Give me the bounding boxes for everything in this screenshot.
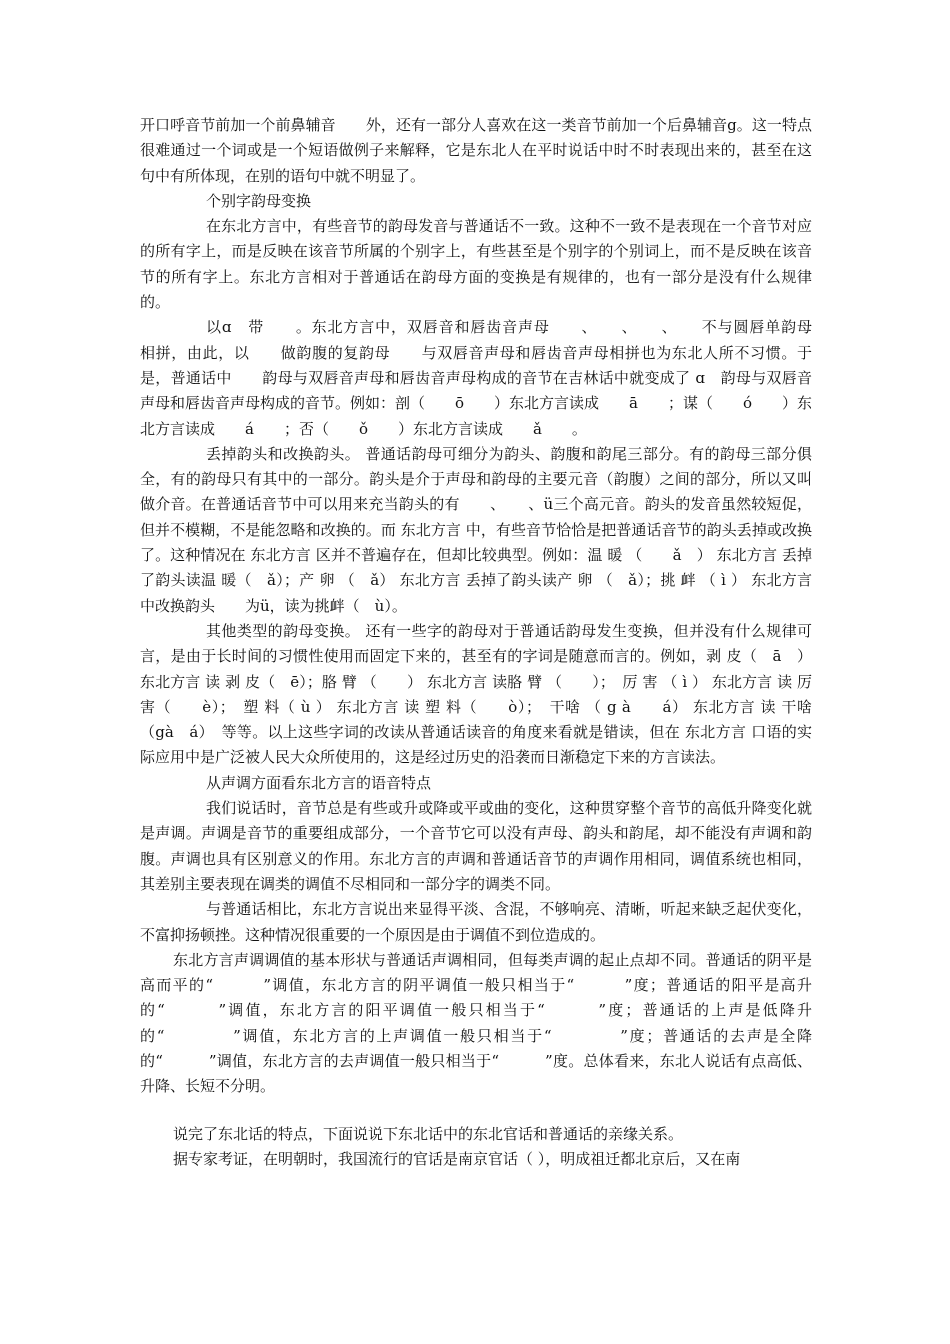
paragraph-vowel-replacement: 以ɑ 带 。东北方言中，双唇音和唇齿音声母 、 、 、 不与圆唇单韵母 相拼，由此，以 做韵腹的复韵母 与双唇音声母和唇齿音声母相拼也为东北人所不习惯。于是，普通话中 韵母与双唇音声母和唇齿音声母构成的音节在吉林话中就变成了 ɑ 韵母与双唇音声母和唇齿音声母构成的音节。例如：剖（ ō ）东北方言读成 ā ；谋（ ó ）东北方言读成 á ；否（ ǒ ）东北方言读成 ǎ 。 — [140, 318, 843, 438]
section-heading-vowel-change: 个别字韵母变换 — [206, 191, 312, 210]
paragraph-tone-definition: 我们说话时，音节总是有些或升或降或平或曲的变化，这种贯穿整个音节的高低升降变化就是声调。声调是音节的重要组成部分，一个音节它可以没有声母、韵头和韵尾，却不能没有声调和韵腹。声调也具有区别意义的作用。东北方言的声调和普通话音节的声调作用相同，调值系统也相同，其差别主要表现在调类的调值不尽相同和一部分字的调类不同。 — [140, 799, 812, 893]
paragraph-intro: 开口呼音节前加一个前鼻辅音 外，还有一部分人喜欢在这一类音节前加一个后鼻辅音g。这一特点很难通过一个词或是一个短语做例子来解释，它是东北人在平时说话中时不时表现出来的，甚至在这句中有所体现，在别的语句中就不明显了。 — [140, 116, 812, 185]
paragraph-other-changes: 其他类型的韵母变换。 还有一些字的韵母对于普通话韵母发生变换，但并没有什么规律可言，是由于长时间的习惯性使用而固定下来的，甚至有的字词是随意而言的。例如，剥 皮（ ā ） 东北方言 读 剥 皮（ ē）；胳 臂 （ ） 东北方言 读胳 臂 （ ）； 厉 害 （ ì ） 东北方言 读 厉 害（ è）； 塑 料（ ù ） 东北方言 读 塑 料（ ò）； 干啥 （ g à á） 东北方言 读 干啥 （gà á） 等等。以上这些字词的改读从普通话读音的角度来看就是错读，但在 东北方言 口语的实际应用中是广泛被人民大众所使用的，这是经过历史的沿袭而日渐稳定下来的方言读法。 — [140, 621, 812, 767]
document-body — [140, 113, 843, 1172]
paragraph-transition: 说完了东北话的特点，下面说说下东北话中的东北官话和普通话的亲缘关系。 — [173, 1124, 684, 1143]
section-heading-tone: 从声调方面看东北方言的语音特点 — [206, 773, 432, 792]
paragraph-history: 据专家考证，在明朝时，我国流行的官话是南京官话（ ），明成祖迁都北京后，又在南 — [173, 1149, 741, 1168]
paragraph-tone-values: 东北方言声调调值的基本形状与普通话声调相同，但每类声调的起止点却不同。普通话的阴平是高而平的“ ”调值，东北方言的阴平调值一般只相当于“ ”度；普通话的阳平是高升的“ ”调值，东北方言的阳平调值一般只相当于“ ”度；普通话的上声是低降升的“ ”调值，东北方言的上声调值一般只相当于“ ”度；普通话的去声是全降的“ ”调值，东北方言的去声调值一般只相当于“ ”度。总体看来，东北人说话有点高低、升降、长短不分明。 — [140, 950, 812, 1096]
paragraph-tone-comparison: 与普通话相比，东北方言说出来显得平淡、含混，不够响亮、清晰，听起来缺乏起伏变化，不富抑扬顿挫。这种情况很重要的一个原因是由于调值不到位造成的。 — [140, 900, 812, 944]
paragraph-spacer — [140, 1100, 812, 1122]
paragraph-vowel-overview: 在东北方言中，有些音节的韵母发音与普通话不一致。这种不一致不是表现在一个音节对应的所有字上，而是反映在该音节所属的个别字上，有些甚至是个别字的个别词上，而不是反映在该音节的所有字上。东北方言相对于普通话在韵母方面的变换是有规律的，也有一部分是没有什么规律的。 — [140, 217, 812, 312]
paragraph-drop-medial: 丢掉韵头和改换韵头。 普通话韵母可细分为韵头、韵腹和韵尾三部分。有的韵母三部分俱全，有的韵母只有其中的一部分。韵头是介于声母和韵母的主要元音（韵腹）之间的部分，所以又叫做介音。在普通话音节中可以用来充当韵头的有 、 、ü三个高元音。韵头的发音虽然较短促，但并不模糊，不是能忽略和改换的。而 东北方言 中，有些音节恰恰是把普通话音节的韵头丢掉或改换了。这种情况在 东北方言 区并不普遍存在，但却比较典型。例如：温 暖 （ ǎ ） 东北方言 丢掉了韵头读温 暖（ ǎ）；产 卵 （ ǎ） 东北方言 丢掉了韵头读产 卵 （ ǎ）；挑 衅 （ ì ） 东北方言 中改换韵头 为ü，读为挑衅（ ù）。 — [140, 444, 812, 615]
